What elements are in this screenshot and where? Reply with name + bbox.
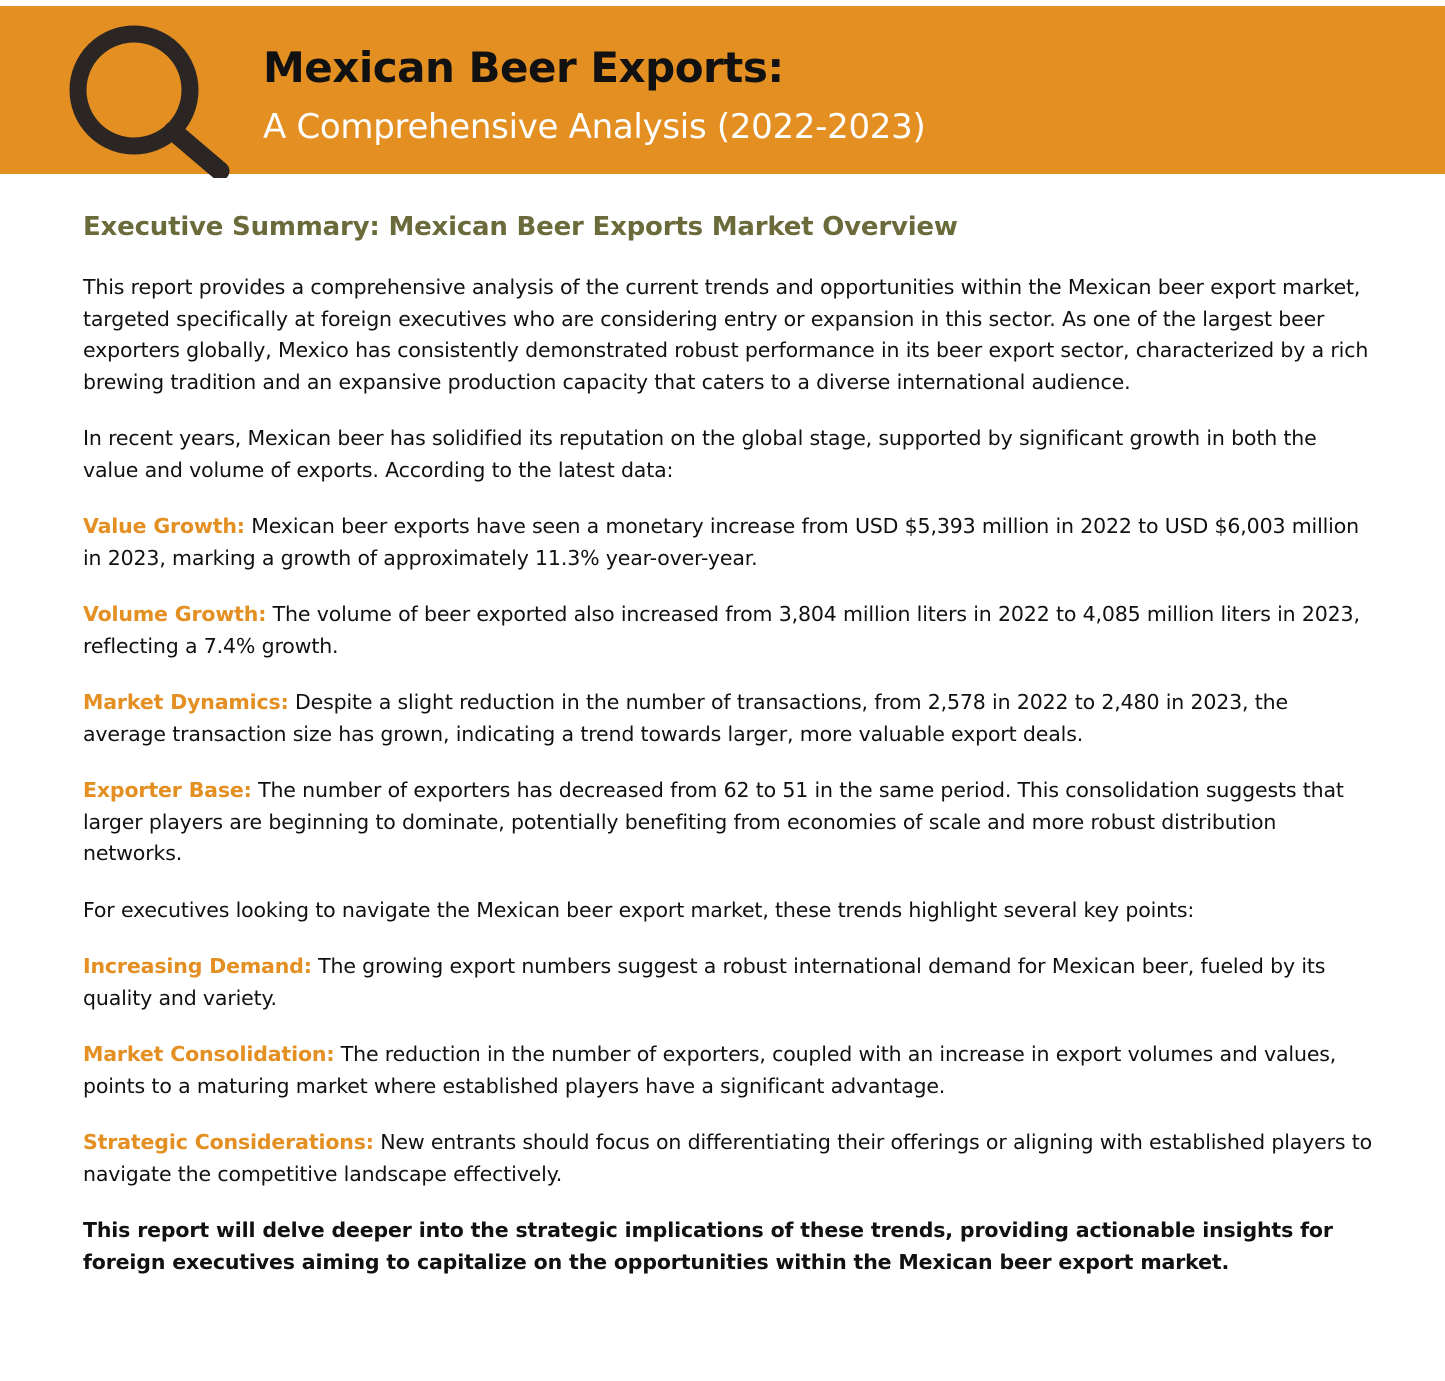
key-point-strategic-considerations (83, 1127, 1373, 1190)
key-point-label: Increasing Demand: (83, 954, 312, 978)
data-point-text: Mexican beer exports have seen a monetary increase from USD $5,393 million in 2022 to USD $6,003 million in 2023, marking a growth of approximately 11.3% year-over-year. (83, 514, 1359, 570)
section-heading: Executive Summary: Mexican Beer Exports Market Overview (83, 212, 958, 242)
data-point-label: Volume Growth: (83, 602, 267, 626)
intro-paragraph: This report provides a comprehensive analysis of the current trends and opportunities within the Mexican beer export market, targeted specifically at foreign executives who are considering entry or expansion in this sector. As one of the largest beer exporters globally, Mexico has consistently demonstrated robust performance in its beer export sector, characterized by a rich brewing tradition and an expansive production capacity that caters to a diverse international audience. (83, 275, 1369, 394)
report-subtitle: A Comprehensive Analysis (2022-2023) (263, 107, 926, 147)
key-point-increasing-demand (83, 951, 1373, 1014)
data-point-exporter-base (83, 775, 1373, 870)
data-point-volume-growth (83, 599, 1373, 662)
search-icon (62, 18, 232, 178)
key-point-label: Market Consolidation: (83, 1042, 335, 1066)
data-point-value-growth (83, 511, 1373, 574)
key-point-text: The reduction in the number of exporters, coupled with an increase in export volumes and values, points to a maturing market where established players have a significant advantage. (83, 1042, 1337, 1098)
data-point-text: The number of exporters has decreased from 62 to 51 in the same period. This consolidation suggests that larger players are beginning to dominate, potentially benefiting from economies of scale and more robust distribution networks. (83, 778, 1344, 865)
data-point-label: Value Growth: (83, 514, 245, 538)
key-point-market-consolidation (83, 1039, 1373, 1102)
transition-paragraph: For executives looking to navigate the Mexican beer export market, these trends highlight several key points: (83, 897, 1195, 922)
data-point-label: Exporter Base: (83, 778, 252, 802)
data-point-label: Market Dynamics: (83, 690, 289, 714)
report-body (83, 212, 1373, 1278)
key-point-text: The growing export numbers suggest a robust international demand for Mexican beer, fueled by its quality and variety. (83, 954, 1326, 1010)
key-point-text: New entrants should focus on differentiating their offerings or aligning with established players to navigate the competitive landscape effectively. (83, 1130, 1373, 1186)
data-point-text: The volume of beer exported also increased from 3,804 million liters in 2022 to 4,085 million liters in 2023, reflecting a 7.4% growth. (83, 602, 1360, 658)
recent-paragraph: In recent years, Mexican beer has solidified its reputation on the global stage, supported by significant growth in both the value and volume of exports. According to the latest data: (83, 426, 1317, 482)
closing-paragraph: This report will delve deeper into the strategic implications of these trends, providing actionable insights for foreign executives aiming to capitalize on the opportunities within the Mexican beer export market. (83, 1218, 1333, 1274)
data-point-market-dynamics (83, 687, 1373, 750)
report-title: Mexican Beer Exports: (263, 43, 784, 92)
key-point-label: Strategic Considerations: (83, 1130, 374, 1154)
data-point-text: Despite a slight reduction in the number of transactions, from 2,578 in 2022 to 2,480 in 2023, the average transaction size has grown, indicating a trend towards larger, more valuable export deals. (83, 690, 1288, 746)
report-header (0, 6, 1445, 174)
